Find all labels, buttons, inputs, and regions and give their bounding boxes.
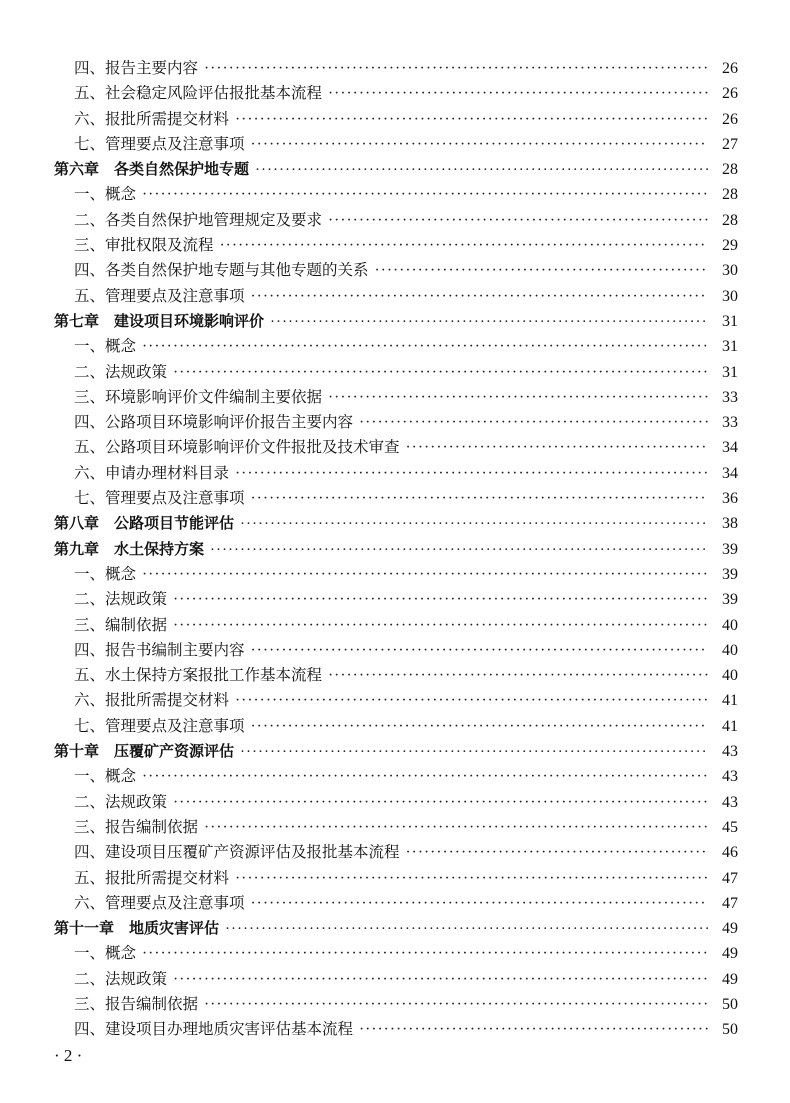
toc-label: 三、审批权限及流程	[74, 236, 214, 255]
toc-section	[74, 486, 738, 511]
dot-leader	[406, 435, 708, 460]
toc-section	[74, 688, 738, 713]
toc-page-number: 34	[722, 464, 738, 482]
toc-section	[74, 866, 738, 891]
toc-page-number: 50	[722, 1021, 738, 1039]
toc-label: 五、公路项目环境影响评价文件报批及技术审查	[74, 438, 400, 457]
dot-leader	[142, 182, 708, 207]
toc-page-number: 31	[722, 312, 738, 330]
toc-page-number: 40	[722, 641, 738, 659]
toc-section	[74, 81, 738, 106]
toc-page-number: 33	[722, 388, 738, 406]
toc-chapter	[54, 157, 738, 182]
toc-page-number: 50	[722, 995, 738, 1013]
toc-page-number: 40	[722, 616, 738, 634]
toc-chapter-title: 第八章 公路项目节能评估	[54, 514, 235, 533]
toc-label: 六、管理要点及注意事项	[74, 893, 245, 912]
dot-leader	[328, 385, 708, 410]
toc-page-number: 28	[722, 186, 738, 204]
toc-page-number: 43	[722, 793, 738, 811]
toc-label: 六、报批所需提交材料	[74, 691, 230, 710]
toc-section	[74, 992, 738, 1017]
dot-leader	[235, 688, 708, 713]
toc-label: 三、报告编制依据	[74, 994, 199, 1013]
dot-leader	[240, 740, 708, 765]
dot-leader	[255, 158, 708, 183]
toc-section	[74, 562, 738, 587]
toc-page-number: 26	[722, 85, 738, 103]
toc-section	[74, 891, 738, 916]
toc-chapter	[54, 309, 738, 334]
table-of-contents	[54, 56, 738, 1043]
toc-label: 二、各类自然保护地管理规定及要求	[74, 210, 323, 229]
toc-page-number: 49	[722, 945, 738, 963]
toc-section	[74, 613, 738, 638]
dot-leader	[251, 714, 708, 739]
toc-label: 二、法规政策	[74, 362, 168, 381]
toc-chapter-title: 第六章 各类自然保护地专题	[54, 160, 250, 179]
toc-page-number: 46	[722, 844, 738, 862]
toc-label: 五、管理要点及注意事项	[74, 286, 245, 305]
toc-section	[74, 385, 738, 410]
toc-page-number: 30	[722, 262, 738, 280]
toc-section	[74, 435, 738, 460]
toc-section	[74, 208, 738, 233]
toc-label: 三、编制依据	[74, 615, 168, 634]
dot-leader	[210, 538, 708, 563]
dot-leader	[204, 815, 708, 840]
toc-section	[74, 410, 738, 435]
toc-label: 四、报告主要内容	[74, 59, 199, 77]
dot-leader	[173, 360, 708, 385]
toc-page-number: 26	[722, 110, 738, 128]
toc-page-number: 43	[722, 743, 738, 761]
toc-chapter	[54, 511, 738, 536]
toc-chapter-title: 第九章 水土保持方案	[54, 539, 205, 558]
dot-leader	[173, 587, 708, 612]
toc-label: 二、法规政策	[74, 590, 168, 609]
toc-chapter-title: 第十章 压覆矿产资源评估	[54, 742, 235, 761]
dot-leader	[328, 663, 708, 688]
toc-label: 七、管理要点及注意事项	[74, 716, 245, 735]
toc-page-number: 29	[722, 237, 738, 255]
toc-section	[74, 941, 738, 966]
dot-leader	[359, 1017, 708, 1042]
dot-leader	[142, 941, 708, 966]
toc-label: 五、社会稳定风险评估报批基本流程	[74, 84, 323, 103]
toc-section	[74, 233, 738, 258]
dot-leader	[235, 461, 708, 486]
toc-label: 二、法规政策	[74, 969, 168, 988]
toc-label: 七、管理要点及注意事项	[74, 134, 245, 153]
toc-label: 二、法规政策	[74, 792, 168, 811]
toc-page-number: 28	[722, 161, 738, 179]
toc-page-number: 40	[722, 667, 738, 685]
dot-leader	[235, 866, 708, 891]
toc-label: 四、报告书编制主要内容	[74, 640, 245, 659]
dot-leader	[142, 334, 708, 359]
toc-section	[74, 790, 738, 815]
dot-leader	[251, 486, 708, 511]
dot-leader	[204, 56, 708, 81]
toc-section	[74, 107, 738, 132]
toc-label: 一、概念	[74, 185, 137, 204]
toc-label: 一、概念	[74, 767, 137, 786]
dot-leader	[251, 284, 708, 309]
toc-page-number: 41	[722, 717, 738, 735]
toc-label: 四、各类自然保护地专题与其他专题的关系	[74, 261, 369, 280]
dot-leader	[328, 208, 708, 233]
dot-leader	[235, 107, 708, 132]
toc-section	[74, 840, 738, 865]
toc-page-number: 49	[722, 920, 738, 938]
toc-label: 一、概念	[74, 944, 137, 963]
toc-page-number: 38	[722, 515, 738, 533]
toc-chapter-title: 第十一章 地质灾害评估	[54, 919, 220, 938]
toc-page-number: 43	[722, 768, 738, 786]
toc-section	[74, 815, 738, 840]
toc-label: 六、报批所需提交材料	[74, 109, 230, 128]
toc-page-number: 47	[722, 869, 738, 887]
page-footer-number: · 2 ·	[54, 1046, 83, 1065]
dot-leader	[142, 562, 708, 587]
toc-page-number: 39	[722, 540, 738, 558]
dot-leader	[173, 967, 708, 992]
toc-page-number: 31	[722, 338, 738, 356]
toc-page-number: 36	[722, 490, 738, 508]
toc-section	[74, 461, 738, 486]
toc-section	[74, 284, 738, 309]
dot-leader	[375, 258, 708, 283]
dot-leader	[328, 81, 708, 106]
toc-section	[74, 764, 738, 789]
toc-label: 四、建设项目办理地质灾害评估基本流程	[74, 1020, 354, 1039]
toc-page-number: 39	[722, 591, 738, 609]
toc-section	[74, 638, 738, 663]
dot-leader	[240, 512, 708, 537]
toc-label: 一、概念	[74, 337, 137, 356]
toc-label: 七、管理要点及注意事项	[74, 489, 245, 508]
dot-leader	[220, 233, 708, 258]
toc-label: 一、概念	[74, 564, 137, 583]
toc-section	[74, 182, 738, 207]
toc-chapter	[54, 916, 738, 941]
dot-leader	[251, 132, 708, 157]
toc-chapter-title: 第七章 建设项目环境影响评价	[54, 311, 265, 330]
toc-section	[74, 714, 738, 739]
toc-page-number: 33	[722, 414, 738, 432]
toc-label: 五、水土保持方案报批工作基本流程	[74, 666, 323, 685]
dot-leader	[406, 840, 708, 865]
dot-leader	[251, 891, 708, 916]
dot-leader	[173, 790, 708, 815]
toc-section	[74, 132, 738, 157]
toc-label: 三、环境影响评价文件编制主要依据	[74, 387, 323, 406]
toc-chapter	[54, 537, 738, 562]
toc-page-number: 28	[722, 211, 738, 229]
toc-label: 四、建设项目压覆矿产资源评估及报批基本流程	[74, 843, 400, 862]
dot-leader	[173, 613, 708, 638]
toc-label: 五、报批所需提交材料	[74, 868, 230, 887]
dot-leader	[251, 638, 708, 663]
toc-page-number: 26	[722, 60, 738, 77]
toc-section	[74, 663, 738, 688]
toc-section	[74, 360, 738, 385]
toc-page-number: 47	[722, 894, 738, 912]
toc-label: 六、申请办理材料目录	[74, 463, 230, 482]
toc-page-number: 27	[722, 135, 738, 153]
dot-leader	[142, 764, 708, 789]
toc-page-number: 41	[722, 692, 738, 710]
dot-leader	[270, 310, 708, 335]
toc-page-number: 34	[722, 439, 738, 457]
toc-section	[74, 1017, 738, 1042]
toc-section	[74, 258, 738, 283]
toc-page-number: 39	[722, 565, 738, 583]
toc-section	[74, 334, 738, 359]
toc-page-number: 45	[722, 818, 738, 836]
dot-leader	[204, 992, 708, 1017]
dot-leader	[359, 410, 708, 435]
toc-label: 四、公路项目环境影响评价报告主要内容	[74, 413, 354, 432]
toc-section	[74, 56, 738, 81]
toc-section	[74, 587, 738, 612]
dot-leader	[225, 917, 708, 942]
toc-label: 三、报告编制依据	[74, 817, 199, 836]
toc-section	[74, 967, 738, 992]
toc-page-number: 30	[722, 287, 738, 305]
toc-page-number: 49	[722, 970, 738, 988]
toc-chapter	[54, 739, 738, 764]
toc-page-number: 31	[722, 363, 738, 381]
